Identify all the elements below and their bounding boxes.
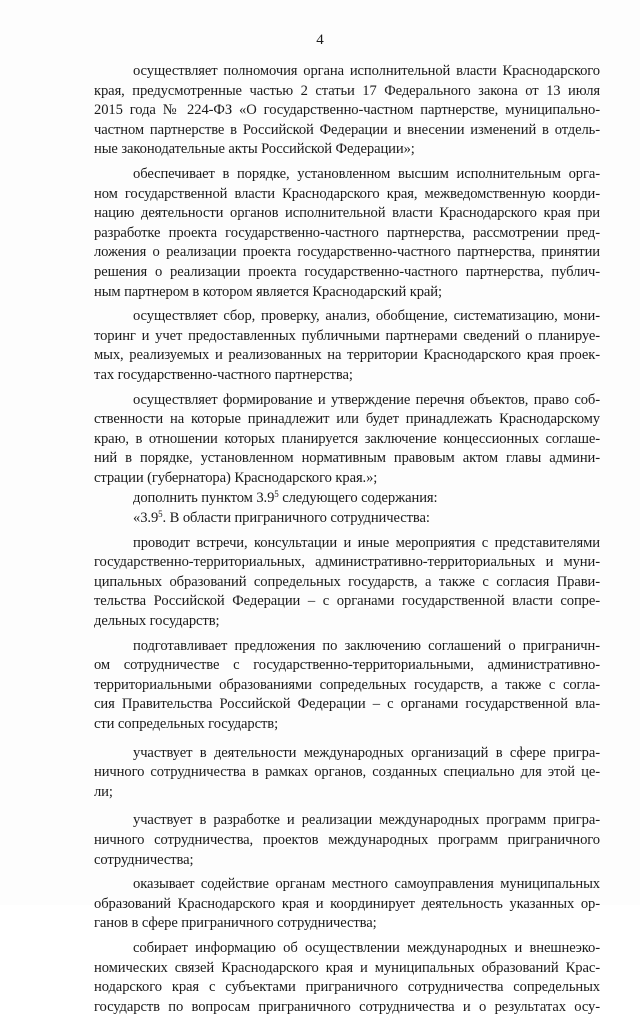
text-line (94, 509, 600, 529)
document-body (94, 62, 600, 1017)
text-line: территориальными образованиями сопредельных государств, а также с согла- (94, 676, 600, 693)
text-line: оказывает содействие органам местного самоуправления муниципальных (133, 876, 600, 893)
text-line: ственности на которые принадлежит или будет принадлежать Краснодарскому (94, 411, 600, 428)
text-line: собирает информацию об осуществлении международных и внешнеэко- (133, 939, 600, 956)
text-segment: дополнить пунктом 3.9 (133, 490, 275, 507)
text-line: ом сотрудничестве с государственно-территориальными, административно- (94, 657, 600, 674)
paragraph-2 (94, 165, 600, 302)
paragraph-8 (94, 637, 600, 735)
text-line: краю, в отношении которых планируется заключение концессионных соглаше- (94, 430, 600, 447)
text-line: страции (губернатора) Краснодарского края.»; (94, 469, 378, 486)
text-line: участвует в разработке и реализации международных программ пригра- (133, 812, 600, 829)
text-line: ли; (94, 783, 113, 800)
text-line: государств по вопросам приграничного сотрудничества и о результатах осу- (94, 998, 600, 1015)
text-line: частном партнерстве в Российской Федерации и внесении изменений в отдель- (94, 121, 600, 138)
text-line: проводит встречи, консультации и иные мероприятия с представителями (133, 534, 600, 551)
paragraph-3 (94, 307, 600, 385)
text-line: сти сопредельных государств; (94, 716, 279, 732)
paragraph-12 (94, 939, 600, 1017)
text-line: ным партнером в котором является Краснодарский край; (94, 283, 442, 300)
text-line: ничного сотрудничества, проектов международных программ приграничного (94, 831, 600, 848)
text-line: ципальных образований сопредельных государств, а также с согласия Прави- (94, 573, 600, 590)
text-line: ные законодательные акты Российской Федерации»; (94, 141, 415, 158)
paragraph-1 (94, 62, 600, 160)
text-line: государственно-территориальных, административно-территориальных и муни- (94, 554, 600, 571)
text-line: дельных государств; (94, 613, 220, 630)
text-line: нацию деятельности органов исполнительной власти Краснодарского края при (94, 205, 600, 222)
text-line: номических связей Краснодарского края и муниципальных образований Крас- (94, 959, 600, 976)
superscript: 5 (158, 509, 163, 520)
text-line: сия Правительства Российской Федерации – с органами государственной вла- (94, 696, 600, 713)
text-line: ганов в сфере приграничного сотрудничества; (94, 915, 377, 932)
text-line: мых, реализуемых и реализованных на территории Краснодарского края проек- (94, 347, 600, 364)
paragraph-4 (94, 391, 600, 489)
text-line: тельства Российской Федерации – с органами государственной власти сопре- (94, 593, 600, 610)
text-line: обеспечивает в порядке, установленном высшим исполнительным орга- (133, 165, 600, 182)
text-line: подготавливает предложения по заключению соглашений о приграничн- (133, 637, 600, 654)
text-line: 2015 года № 224-ФЗ «О государственно-частном партнерстве, муниципально- (94, 102, 600, 119)
superscript: 5 (274, 489, 279, 500)
text-line: разработке проекта государственно-частного партнерства, рассмотрении пред- (94, 224, 600, 241)
text-line (94, 489, 600, 509)
text-line: образований Краснодарского края и координирует деятельность указанных ор- (94, 895, 600, 912)
paragraph-9 (94, 744, 600, 803)
text-segment: . В области приграничного сотрудничества: (162, 510, 430, 527)
text-line: ний в порядке, установленном нормативным правовым актом главы админи- (94, 450, 600, 467)
text-segment: «3.9 (133, 510, 159, 527)
text-line: края, предусмотренные частью 2 статьи 17 Федерального закона от 13 июля (94, 82, 600, 99)
text-line: участвует в деятельности международных организаций в сфере пригра- (133, 744, 600, 761)
paragraph-7 (94, 534, 600, 632)
text-line: осуществляет полномочия органа исполнительной власти Краснодарского (133, 63, 600, 79)
text-line: осуществляет формирование и утверждение перечня объектов, право соб- (133, 391, 600, 408)
text-line: торинг и учет предоставленных публичными партнерами сведений о планируе- (94, 327, 600, 344)
page-number: 4 (316, 32, 324, 48)
text-line: ложения о реализации проекта государственно-частного партнерства, принятии (94, 244, 600, 261)
text-line: решения о реализации проекта государственно-частного партнерства, публич- (94, 263, 600, 280)
paragraph-10 (94, 811, 600, 870)
text-line: сотрудничества; (94, 851, 194, 868)
text-line: осуществляет сбор, проверку, анализ, обобщение, систематизацию, мони- (133, 308, 600, 325)
paragraph-5 (94, 489, 600, 509)
text-line: ничного сотрудничества в рамках органов, созданных специально для этой це- (94, 764, 600, 781)
text-line: нодарского края с субъектами приграничного сотрудничества сопредельных (94, 979, 600, 996)
text-segment: следующего содержания: (278, 490, 438, 507)
text-line: ном государственной власти Краснодарского края, межведомственную коорди- (94, 185, 600, 202)
paragraph-6 (94, 509, 600, 529)
text-line: тах государственно-частного партнерства; (94, 366, 353, 383)
